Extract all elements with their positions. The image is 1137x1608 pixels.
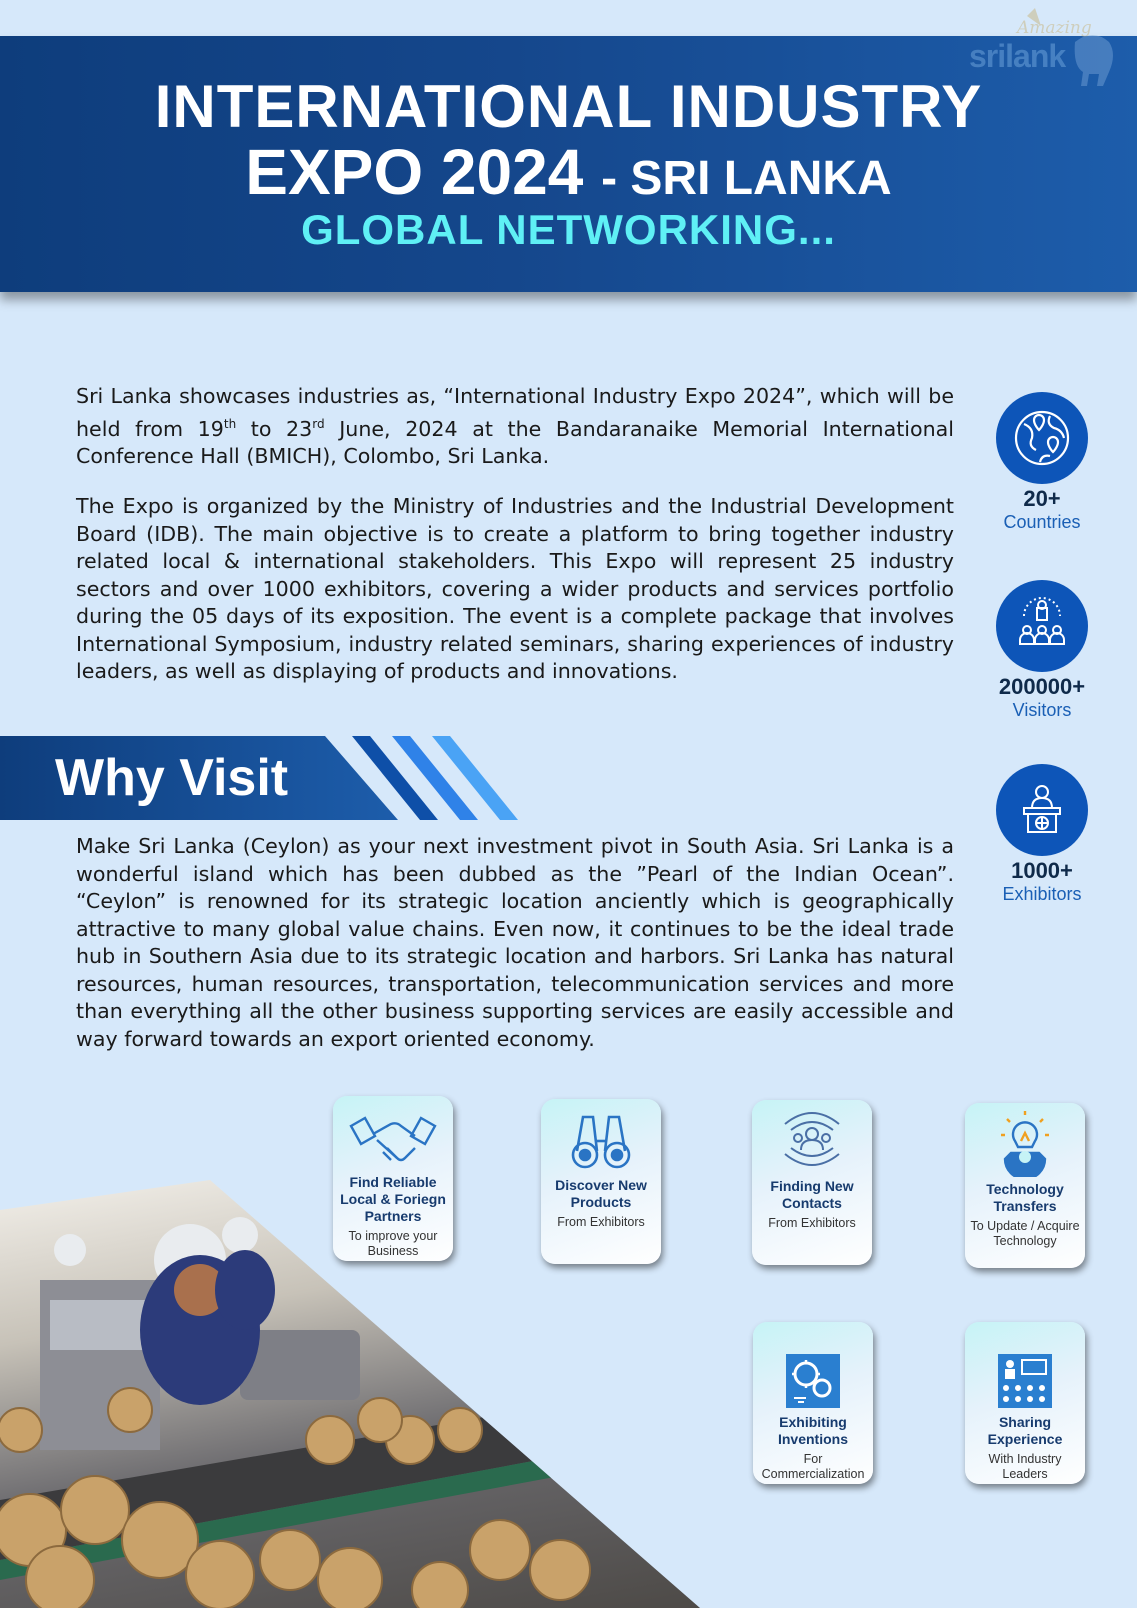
benefit-card-experience (965, 1322, 1085, 1484)
card-title: Sharing Experience (987, 1414, 1063, 1447)
benefit-card-partners (333, 1096, 453, 1261)
card-title: Exhibiting Inventions (777, 1414, 848, 1447)
stat-exhibitors (990, 764, 1094, 905)
card-subtitle: From Exhibitors (768, 1216, 856, 1230)
stat-value: 1000+ (1011, 858, 1073, 883)
card-subtitle: To improve your Business (348, 1229, 438, 1258)
stat-value: 20+ (1023, 486, 1061, 511)
card-title: Discover New Products (555, 1177, 647, 1210)
logo-name: srilank (969, 38, 1066, 74)
card-title: Technology Transfers (986, 1181, 1064, 1214)
card-subtitle: With Industry Leaders (988, 1452, 1062, 1481)
amazing-srilanka-logo (967, 4, 1117, 94)
card-subtitle: From Exhibitors (557, 1215, 645, 1229)
intro-paragraph-2: The Expo is organized by the Ministry of Industries and the Industrial Development Board (IDB). The main objective is to create a platform to bring together industry related local & international stakeholders. This Expo will represent 25 industry sectors and over 1000 exhibitors, covering a wider products and services portfolio during the 05 days of its exposition. The event is a complete package that involves International Symposium, industry related seminars, sharing experiences of industry leaders, as well as displaying of products and innovations. (76, 494, 954, 683)
stat-label: Countries (1003, 512, 1081, 532)
exhibitor-icon (996, 764, 1088, 856)
card-title: Finding New Contacts (770, 1178, 854, 1211)
contacts-icon (752, 1100, 872, 1178)
stat-value: 200000+ (998, 674, 1086, 699)
benefit-card-technology (965, 1103, 1085, 1268)
title-line1: INTERNATIONAL INDUSTRY (154, 73, 983, 140)
benefit-card-inventions (753, 1322, 873, 1484)
benefit-card-contacts (752, 1100, 872, 1265)
logo-script: Amazing (1017, 18, 1092, 38)
lightbulb-gear-icon (965, 1103, 1085, 1181)
binoculars-icon (541, 1099, 661, 1177)
title-line2 (0, 136, 1137, 212)
stat-visitors (990, 580, 1094, 721)
seminar-icon (965, 1322, 1085, 1414)
visitors-icon (996, 580, 1088, 672)
why-visit-body: Make Sri Lanka (Ceylon) as your next investment pivot in South Asia. Sri Lanka is a wonderful island which has been dubbed as the ”Pearl of the Indian Ocean”. “Ceylon” is renowned for its strategic location anciently which is geographically attractive to many global value chains. Even now, it continues to be the ideal trade hub in Southern Asia due to its strategic location and harbors. Sri Lanka has natural resources, human resources, transportation, telecommunication services and more than everything all the other business supporting services are easily accessible and way forward towards an export oriented economy. (76, 834, 954, 1051)
subtitle: GLOBAL NETWORKING... (301, 206, 836, 253)
benefit-card-products (541, 1099, 661, 1264)
why-visit-title: Why Visit (55, 749, 289, 807)
title-expo-year: EXPO 2024 (245, 136, 584, 208)
stat-label: Visitors (1012, 700, 1072, 720)
handshake-icon (333, 1096, 453, 1174)
invention-icon (753, 1322, 873, 1414)
stat-countries (990, 392, 1094, 533)
card-title: Find Reliable Local & Foriegn Partners (340, 1174, 446, 1224)
globe-pin-icon (996, 392, 1088, 484)
card-subtitle: For Commercialization (761, 1452, 865, 1481)
stat-label: Exhibitors (1002, 884, 1082, 904)
title-country: - SRI LANKA (601, 152, 892, 205)
intro-paragraph-1: Sri Lanka showcases industries as, “International Industry Expo 2024”, which will be held from 19th to 23rd June, 2024 at the Bandaranaike Memorial International Conference Hall (BMICH), Colombo, Sri Lanka. (76, 384, 955, 468)
card-subtitle: To Update / Acquire Technology (970, 1219, 1080, 1248)
